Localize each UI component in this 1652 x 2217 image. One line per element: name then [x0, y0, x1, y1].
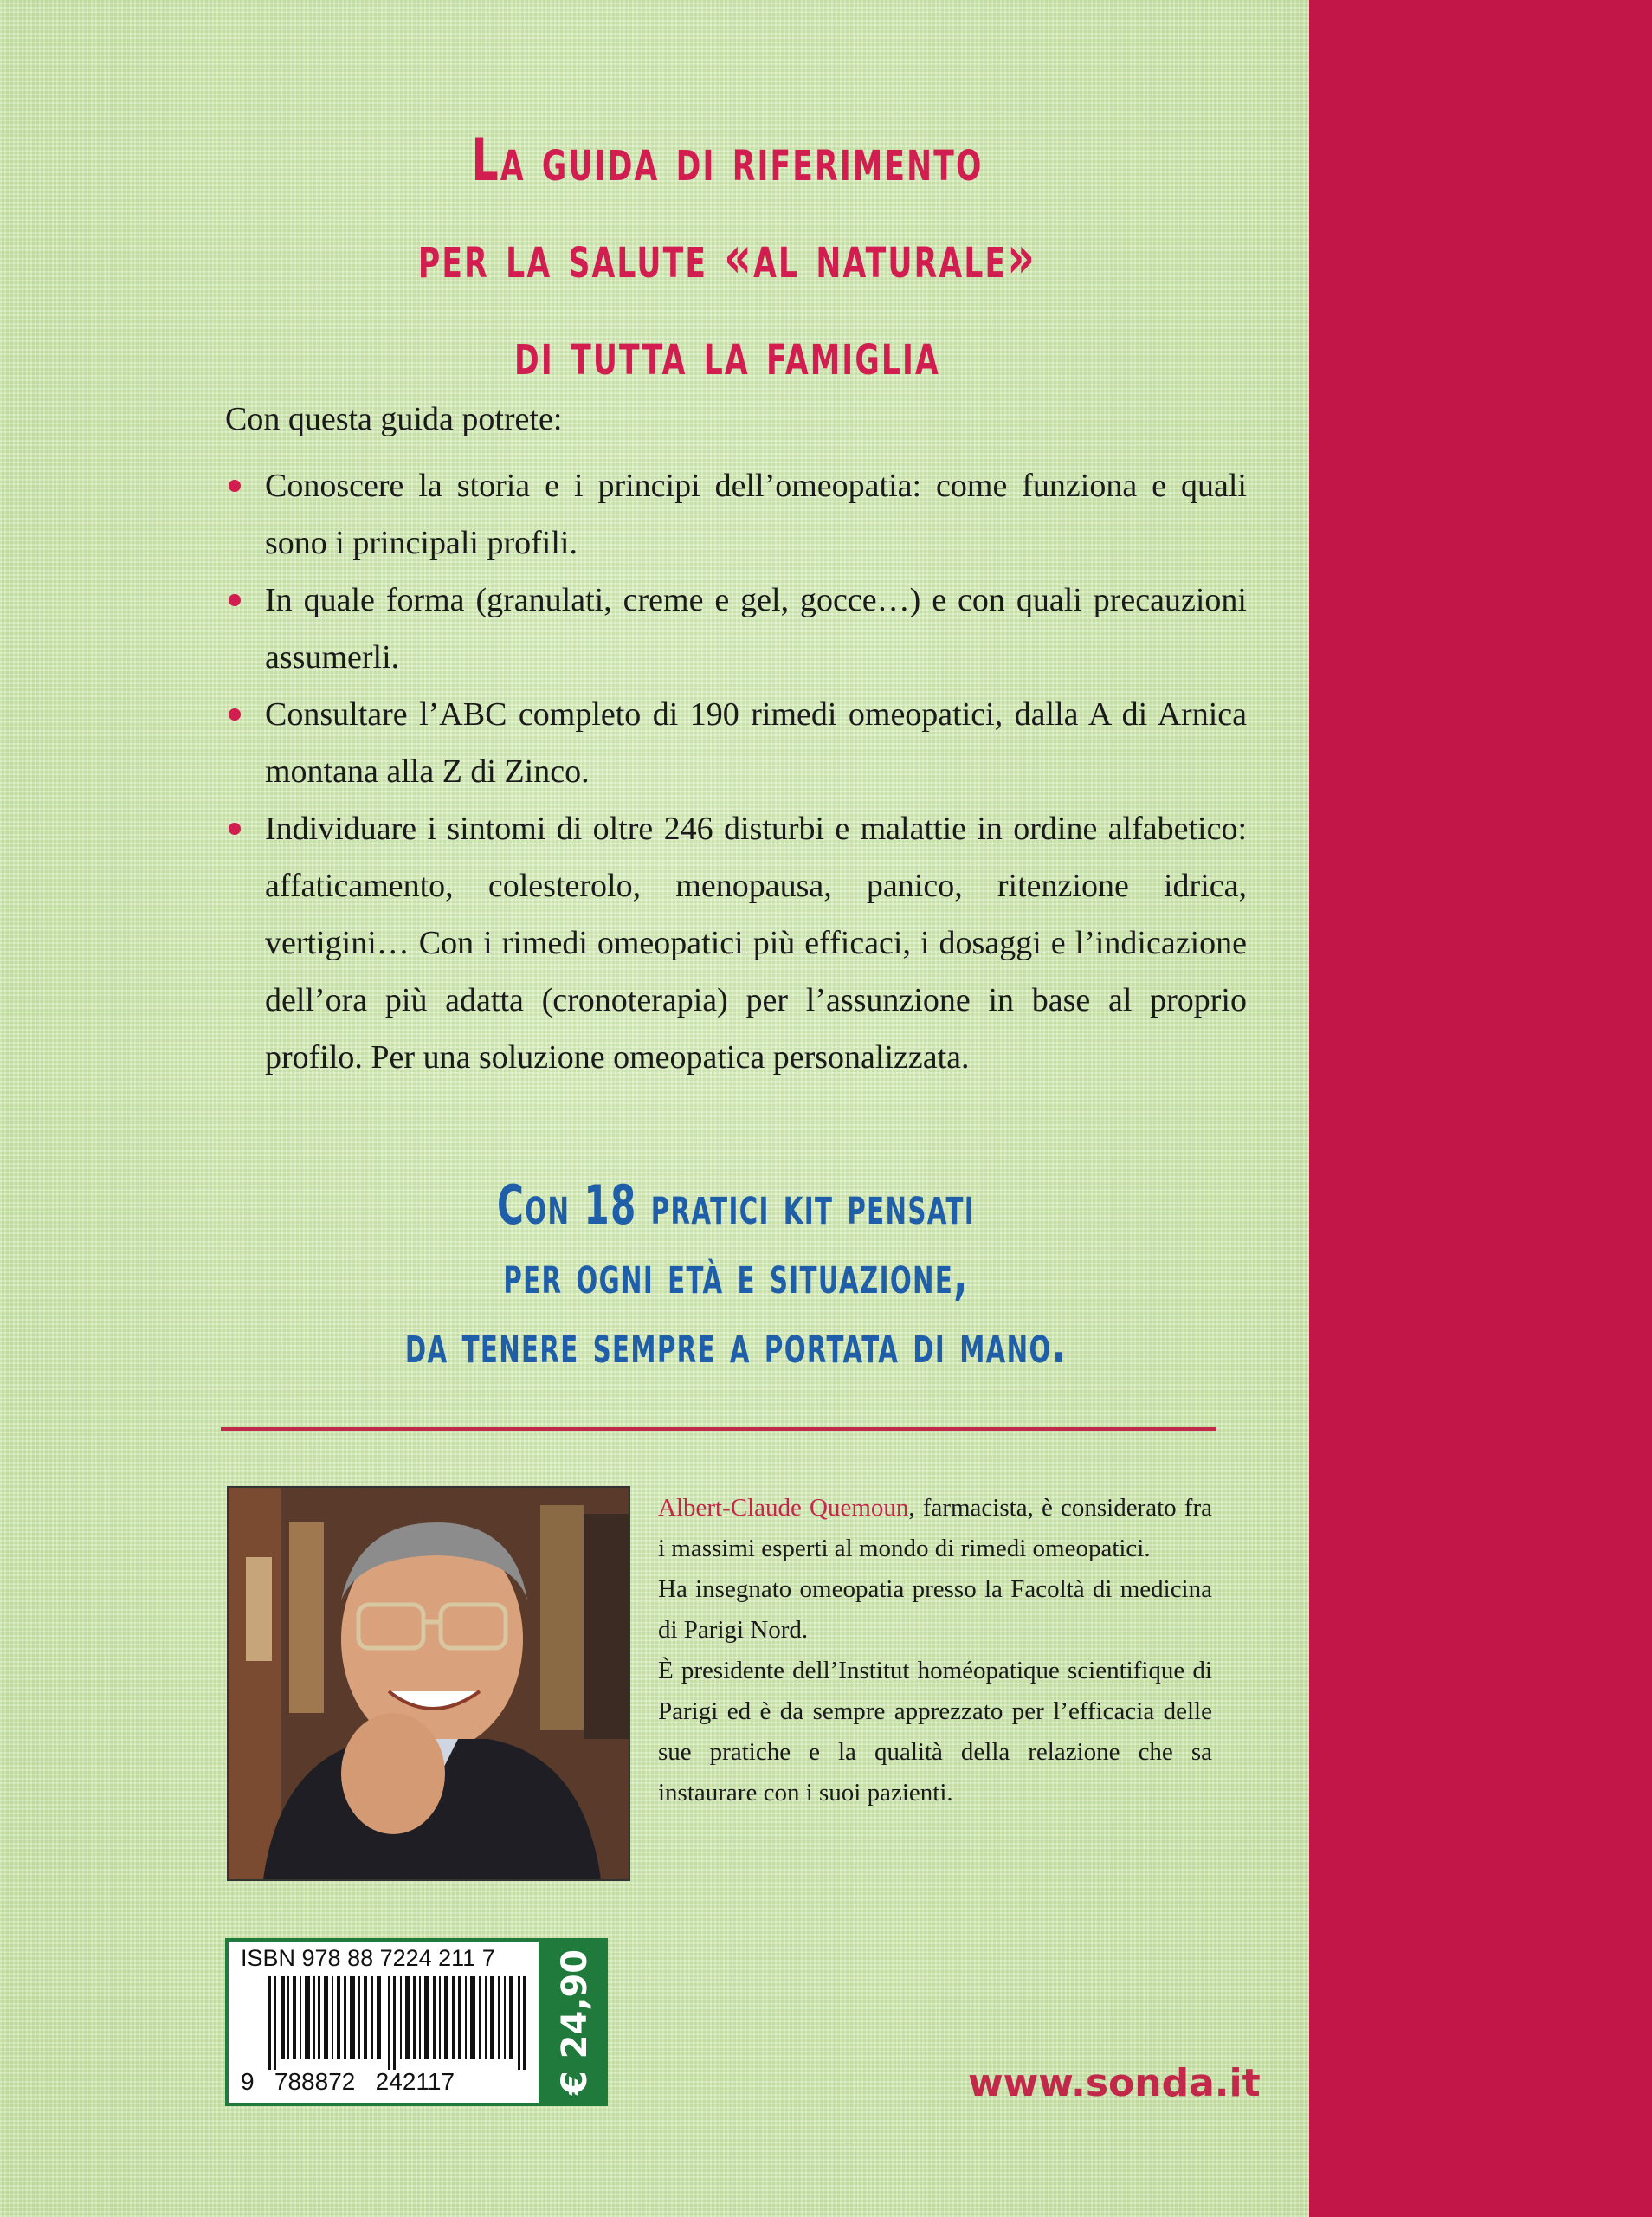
headline-line: di tutta la famiglia — [514, 320, 940, 389]
author-bio-paragraph: È presidente dell’Institut homéopatique scientifique di Parigi ed è da sempre apprezzato per l’efficacia delle sue pratiche e la qualità della relazione che sa instaurare con i suoi pazienti. — [658, 1657, 1212, 1807]
list-item-text: In quale forma (granulati, creme e gel, gocce…) e con quali precauzioni assumerli. — [265, 582, 1247, 675]
list-item-text: Consultare l’ABC completo di 190 rimedi omeopatici, dalla A di Arnica montana alla Z di Zinco. — [265, 696, 1247, 790]
author-bio-paragraph — [658, 1488, 1212, 1569]
headline — [353, 113, 1101, 404]
list-item — [225, 686, 1247, 800]
spine-band — [1309, 0, 1652, 2217]
intro-text: Con questa guida potrete: — [225, 401, 563, 437]
list-item-text: Conoscere la storia e i principi dell’omeopatia: come funziona e quali sono i principali profili. — [265, 468, 1247, 561]
bullet-icon — [229, 823, 241, 835]
bullet-icon — [229, 708, 241, 721]
list-item — [225, 572, 1247, 686]
price-box — [542, 1938, 608, 2106]
barcode-icon — [268, 1976, 528, 2070]
divider — [221, 1427, 1216, 1431]
subhead-line: Con 18 pratici kit pensati — [496, 1173, 976, 1237]
list-item-text: Individuare i sintomi di oltre 246 disturbi e malattie in ordine alfabetico: affaticamento, colesterolo, menopausa, panico, ritenzione idrica, vertigini… Con i rimedi omeopatici più efficaci, i dosaggi e l’indicazione dell’ora più adatta (cronoterapia) per l’assunzione in base al proprio profilo. Per una soluzione omeopatica personalizzata. — [265, 811, 1247, 1076]
barcode-box — [225, 1938, 542, 2106]
ean-digits: 9 788872 242117 — [241, 2068, 455, 2095]
headline-line: per la salute «al naturale» — [417, 223, 1037, 292]
price-label: € 24,90 — [555, 1949, 595, 2096]
website-link[interactable]: www.sonda.it — [968, 2061, 1261, 2105]
list-item — [225, 800, 1247, 1086]
author-bio — [658, 1488, 1212, 1813]
author-portrait-icon — [229, 1488, 629, 1879]
author-name: Albert-Claude Quemoun — [658, 1494, 909, 1522]
headline-line: La guida di riferimento — [471, 126, 984, 195]
benefits-list — [225, 457, 1247, 1086]
subhead-line: da tenere sempre a portata di mano. — [404, 1312, 1068, 1375]
subhead-line: per ogni età e situazione, — [503, 1243, 969, 1306]
list-item — [225, 457, 1247, 572]
bullet-icon — [229, 480, 241, 492]
author-photo — [227, 1486, 630, 1881]
isbn-label: ISBN 978 88 7224 211 7 — [241, 1945, 495, 1971]
author-bio-paragraph: Ha insegnato omeopatia presso la Facoltà di medicina di Parigi Nord. — [658, 1575, 1212, 1644]
bullet-icon — [229, 594, 241, 606]
author-bio-text: , farmacista, è considerato fra i massimi esperti al mondo di rimedi omeopatici. — [658, 1494, 1212, 1562]
kit-subhead — [353, 1171, 1119, 1379]
